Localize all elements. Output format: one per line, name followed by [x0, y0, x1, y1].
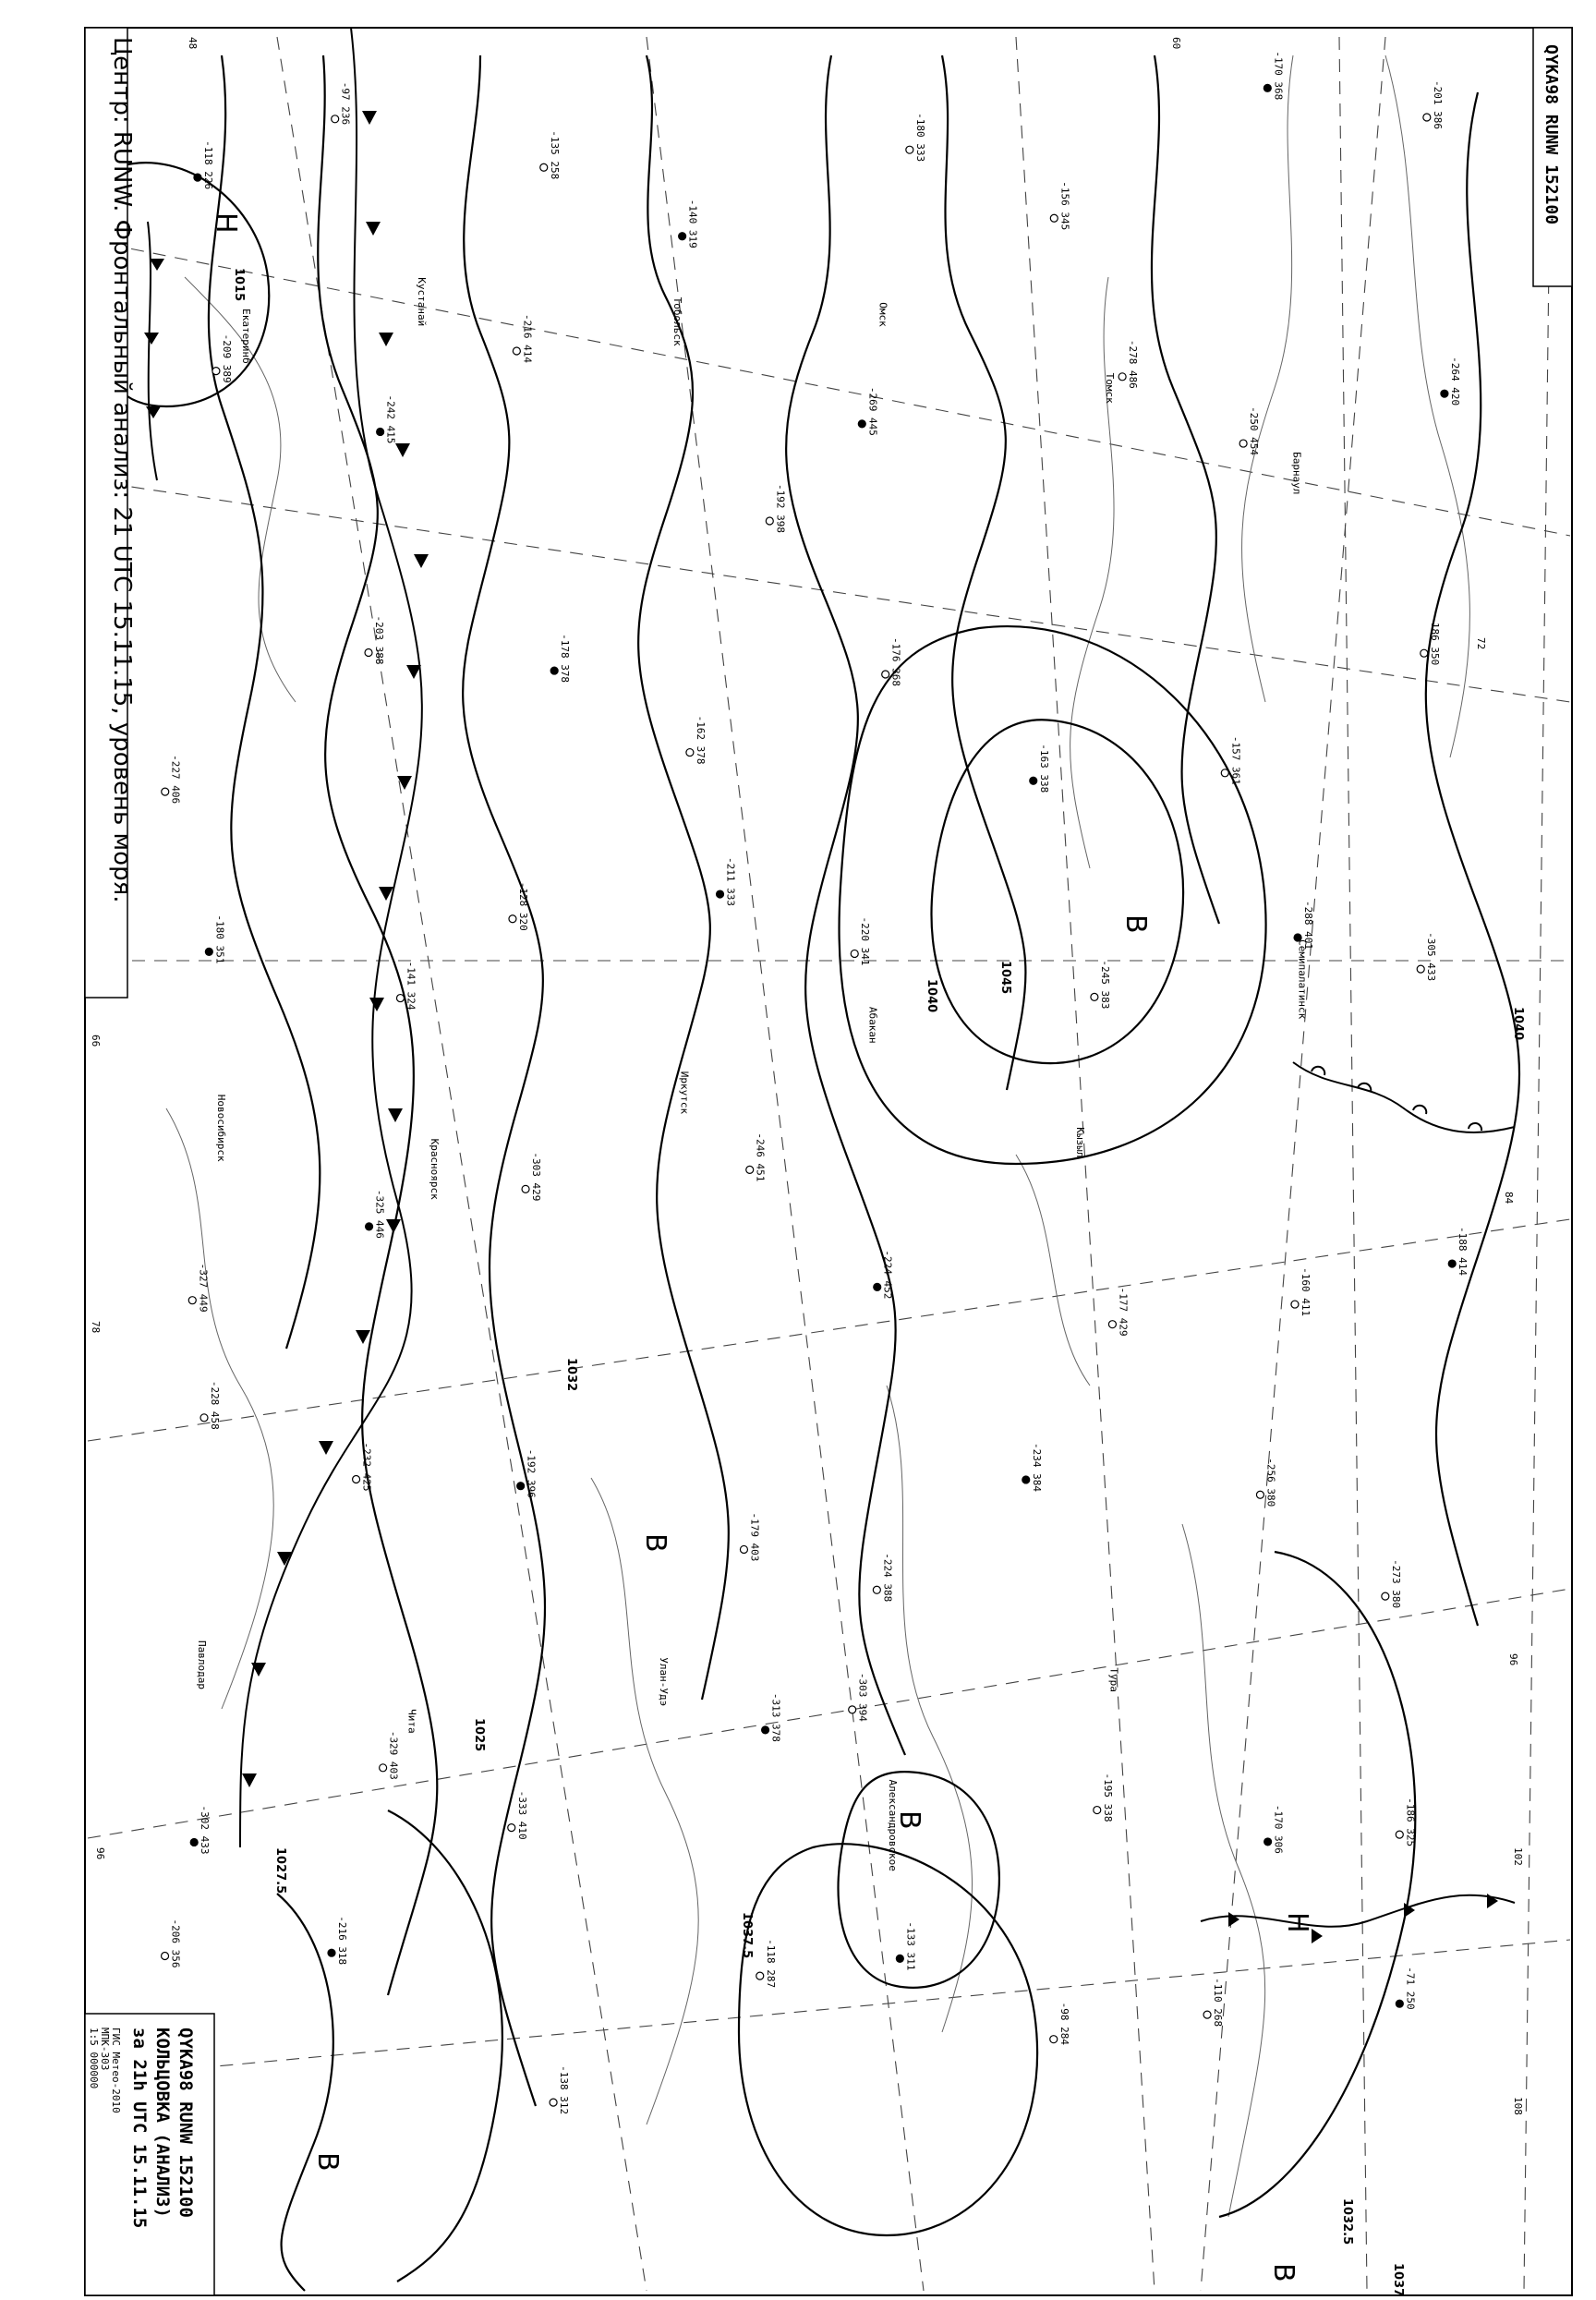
station-circle-icon	[200, 1414, 208, 1422]
station-value: -234 384	[1030, 1442, 1043, 1492]
station-circle-icon	[1118, 373, 1126, 381]
station-circle-icon	[377, 428, 384, 435]
station-value: -118 287	[764, 1939, 777, 1989]
station-value: -186 350	[1428, 616, 1441, 666]
station-value: -302 433	[199, 1805, 212, 1855]
station-value: -224 388	[881, 1553, 894, 1603]
grid-label: 48	[187, 37, 199, 50]
station-observations	[162, 51, 1469, 2114]
station-plot	[1417, 932, 1437, 981]
station-value: -128 320	[516, 881, 529, 931]
station-circle-icon	[517, 1483, 525, 1490]
station-plot	[522, 1152, 542, 1201]
station-value: -245 383	[1098, 960, 1111, 1010]
station-plot	[377, 394, 397, 443]
station-plot	[849, 1673, 869, 1722]
station-circle-icon	[686, 749, 694, 757]
station-plot	[766, 484, 786, 533]
station-plot	[1091, 960, 1111, 1009]
station-circle-icon	[858, 420, 865, 428]
grid-label: 96	[1507, 1653, 1519, 1666]
station-plot	[517, 1449, 538, 1498]
station-value: -232 425	[360, 1442, 373, 1492]
station-circle-icon	[365, 649, 372, 657]
station-plot	[1239, 406, 1260, 455]
station-plot	[1441, 357, 1461, 406]
place-name: Иркутск	[678, 1071, 691, 1115]
station-value: -288 401	[1302, 900, 1315, 950]
station-plot	[1382, 1559, 1402, 1608]
low-pressure-center: Н	[1281, 1912, 1313, 1933]
station-circle-icon	[332, 115, 339, 123]
station-plot	[1022, 1443, 1043, 1492]
isobar-label: 1032.5	[1340, 2198, 1354, 2246]
station-circle-icon	[1221, 769, 1228, 777]
place-name: Кустанай	[416, 277, 429, 327]
station-value: -203 388	[373, 615, 386, 665]
station-value: -135 258	[548, 130, 561, 180]
station-circle-icon	[396, 995, 404, 1002]
station-circle-icon	[162, 788, 169, 795]
station-plot	[162, 1919, 182, 1967]
station-plot	[746, 1132, 767, 1181]
station-circle-icon	[194, 174, 201, 181]
station-plot	[1108, 1288, 1129, 1337]
place-name: Чита	[405, 1709, 418, 1734]
place-name: Новосибирск	[215, 1094, 228, 1162]
station-value: -303 394	[856, 1672, 869, 1722]
station-circle-icon	[1382, 1592, 1389, 1600]
station-plot	[365, 616, 385, 665]
station-circle-icon	[1291, 1301, 1299, 1308]
station-circle-icon	[679, 233, 686, 240]
top-right-code: QYKA98 RUNW 152100	[1542, 44, 1561, 225]
station-plot	[1396, 1967, 1416, 2009]
station-circle-icon	[522, 1185, 529, 1192]
station-circle-icon	[849, 1706, 856, 1713]
place-name: Тобольск	[671, 297, 683, 346]
high-pressure-center: В	[311, 2152, 344, 2172]
isobar-label: 1032	[564, 1358, 578, 1392]
station-circle-icon	[1050, 2036, 1058, 2043]
isobar-label: 1015	[232, 268, 246, 302]
station-plot	[1264, 51, 1284, 100]
station-circle-icon	[1256, 1491, 1264, 1498]
place-name: Тура	[1107, 1667, 1120, 1692]
grid-label: 78	[90, 1321, 102, 1334]
station-plot	[1030, 744, 1050, 793]
station-plot	[1256, 1458, 1276, 1507]
station-plot	[740, 1512, 760, 1561]
station-circle-icon	[366, 1223, 373, 1230]
station-value: -246 451	[754, 1132, 767, 1182]
station-circle-icon	[328, 1949, 335, 1956]
station-value: -192 398	[774, 483, 787, 533]
place-name: Красноярск	[429, 1138, 441, 1200]
station-value: -186 325	[1404, 1798, 1417, 1847]
station-value: -98 284	[1058, 2002, 1070, 2046]
station-circle-icon	[212, 368, 220, 375]
station-plot	[162, 755, 182, 804]
map-frame	[85, 28, 1572, 2295]
station-circle-icon	[896, 1955, 903, 1962]
station-value: -97 236	[339, 81, 352, 126]
station-plot	[1118, 340, 1139, 389]
station-value: -133 311	[904, 1921, 917, 1971]
station-value: -118 226	[201, 140, 214, 190]
station-plot	[1221, 736, 1241, 785]
station-plot	[353, 1442, 373, 1491]
info-line-2: КОЛЬЦОВКА (АНАЛИЗ)	[152, 2028, 173, 2218]
grid-label: 66	[90, 1035, 102, 1047]
station-plot	[686, 716, 707, 765]
station-value: -192 396	[525, 1448, 538, 1498]
station-circle-icon	[1417, 965, 1424, 973]
grid-label: 84	[1503, 1192, 1515, 1204]
station-value: -206 356	[169, 1919, 182, 1968]
station-value: -216 414	[521, 314, 534, 363]
station-value: -264 420	[1448, 357, 1461, 406]
station-plot	[328, 1916, 348, 1965]
station-circle-icon	[717, 890, 724, 898]
grid-label: 108	[1512, 2097, 1524, 2115]
isobar-label: 1045	[998, 961, 1012, 995]
station-plot	[756, 1939, 777, 1988]
grid-label: 96	[94, 1847, 106, 1860]
isobar-labels	[232, 268, 1525, 2296]
station-value: -216 318	[335, 1916, 348, 1966]
station-value: -325 446	[373, 1189, 386, 1239]
info-credit-1: ГИС Метео-2010	[110, 2028, 122, 2113]
station-circle-icon	[1441, 390, 1448, 397]
station-value: -250 454	[1248, 406, 1261, 456]
station-plot	[1421, 616, 1441, 665]
high-pressure-center: В	[639, 1533, 671, 1553]
station-value: -138 312	[558, 2065, 571, 2115]
station-value: -305 433	[1425, 932, 1438, 982]
station-circle-icon	[1264, 1838, 1272, 1846]
place-name: Александровское	[887, 1779, 900, 1871]
info-line-3: за 21h UTC 15.11.15	[129, 2028, 150, 2229]
map-title: Центр: RUNW. Фронтальный анализ: 21 UTC 15.11.15, уровень моря.	[108, 37, 136, 903]
station-circle-icon	[882, 671, 889, 678]
station-circle-icon	[1239, 440, 1247, 447]
station-circle-icon	[1030, 777, 1037, 784]
station-value: -256 380	[1264, 1458, 1277, 1507]
station-value: -201 386	[1431, 80, 1444, 129]
station-plot	[1396, 1798, 1416, 1846]
station-plot	[513, 314, 533, 363]
station-value: -176 368	[889, 637, 902, 686]
grid-label: 102	[1512, 1847, 1524, 1866]
station-plot	[717, 857, 737, 906]
station-value: -209 389	[220, 333, 233, 383]
station-value: -227 406	[169, 755, 182, 805]
grid-label: 72	[1475, 637, 1487, 650]
station-value: -180 333	[913, 113, 926, 163]
place-name: Улан-Удэ	[658, 1657, 671, 1707]
info-credit-2: МПК-303	[99, 2028, 111, 2071]
station-value: -180 351	[213, 914, 226, 964]
station-value: -220 341	[859, 916, 872, 966]
station-plot	[540, 130, 561, 179]
station-value: -110 268	[1212, 1978, 1225, 2028]
station-circle-icon	[205, 948, 212, 955]
station-plot	[896, 1921, 916, 1970]
station-value: -140 319	[686, 199, 699, 248]
station-value: -228 458	[208, 1380, 221, 1430]
station-circle-icon	[190, 1838, 198, 1846]
place-name: Павлодар	[195, 1640, 208, 1689]
high-pressure-center: В	[1119, 914, 1152, 934]
info-line-1: QYKA98 RUNW 152100	[175, 2028, 196, 2218]
station-plot	[1264, 1805, 1285, 1854]
low-pressure-center: Н	[210, 212, 242, 234]
station-circle-icon	[1203, 2011, 1211, 2018]
station-plot	[550, 2065, 570, 2114]
station-circle-icon	[1448, 1260, 1456, 1267]
station-plot	[851, 916, 871, 965]
station-value: -160 411	[1299, 1267, 1312, 1317]
station-value: -269 445	[866, 386, 879, 436]
station-plot	[190, 1805, 211, 1854]
station-plot	[1423, 80, 1444, 129]
station-plot	[194, 140, 214, 189]
station-circle-icon	[353, 1475, 360, 1483]
station-circle-icon	[873, 1586, 880, 1593]
station-circle-icon	[188, 1297, 196, 1304]
place-name: Томск	[1104, 372, 1117, 404]
station-plot	[380, 1731, 400, 1780]
station-circle-icon	[380, 1764, 387, 1772]
station-plot	[188, 1264, 209, 1313]
place-name: Кызыл	[1074, 1127, 1087, 1158]
station-value: -179 403	[748, 1512, 761, 1562]
high-pressure-center: В	[893, 1810, 925, 1830]
station-circle-icon	[740, 1545, 747, 1553]
station-value: -156 345	[1058, 181, 1071, 231]
station-circle-icon	[1094, 1807, 1101, 1814]
isobar-label: 1040	[925, 979, 938, 1013]
station-plot	[205, 914, 225, 963]
isobar-label: 1025	[472, 1718, 486, 1752]
station-plot	[200, 1381, 221, 1430]
station-circle-icon	[746, 1166, 754, 1173]
station-plot	[212, 334, 233, 383]
station-plot	[396, 962, 417, 1011]
station-circle-icon	[540, 163, 548, 171]
station-value: -157 361	[1229, 735, 1242, 785]
info-scale: 1:5 000000	[88, 2028, 100, 2089]
station-value: -303 429	[530, 1152, 543, 1202]
station-circle-icon	[762, 1726, 769, 1734]
grid-label: 60	[1170, 37, 1182, 50]
station-value: -178 378	[559, 634, 572, 684]
place-name: Барнаул	[1290, 452, 1303, 495]
station-value: -327 449	[197, 1263, 210, 1313]
station-circle-icon	[1022, 1476, 1030, 1483]
station-plot	[1094, 1773, 1114, 1822]
station-circle-icon	[874, 1283, 881, 1290]
station-plot	[1448, 1227, 1469, 1276]
station-plot	[1203, 1978, 1224, 2027]
station-plot	[1050, 2003, 1070, 2046]
station-circle-icon	[162, 1952, 169, 1959]
station-value: -224 452	[881, 1250, 894, 1300]
station-value: -333 410	[515, 1790, 528, 1840]
station-plot	[906, 113, 926, 162]
station-value: -188 414	[1457, 1227, 1469, 1277]
place-name: Екатеринб	[240, 309, 253, 364]
station-plot	[1291, 1267, 1312, 1316]
station-value: -313 378	[769, 1692, 782, 1742]
station-circle-icon	[766, 517, 773, 525]
station-plot	[762, 1693, 782, 1742]
place-name: Омск	[877, 302, 889, 327]
isobar-label: 1037	[1391, 2263, 1405, 2297]
place-names	[196, 277, 1309, 1871]
station-circle-icon	[1421, 649, 1428, 657]
place-name: Семипалатинск	[1296, 939, 1309, 1020]
station-value: -329 403	[387, 1730, 400, 1780]
station-plot	[874, 1250, 894, 1299]
isobar-label: 1027.5	[273, 1847, 287, 1894]
station-circle-icon	[1423, 114, 1431, 121]
station-value: -278 486	[1127, 339, 1140, 389]
station-circle-icon	[851, 950, 858, 957]
station-circle-icon	[1264, 84, 1271, 91]
station-circle-icon	[550, 667, 558, 674]
station-value: -71 250	[1404, 1967, 1417, 2010]
station-plot	[882, 637, 902, 686]
station-value: -170 306	[1272, 1804, 1285, 1854]
station-circle-icon	[1108, 1321, 1116, 1328]
station-plot	[858, 387, 878, 436]
station-circle-icon	[906, 146, 913, 153]
station-circle-icon	[508, 1824, 515, 1832]
station-plot	[873, 1553, 893, 1602]
station-value: -177 429	[1117, 1287, 1130, 1337]
station-circle-icon	[513, 347, 520, 355]
high-pressure-center: В	[1267, 2263, 1300, 2282]
isobars	[99, 55, 1519, 2291]
station-value: -141 324	[405, 961, 417, 1011]
station-circle-icon	[1396, 2000, 1403, 2007]
station-value: -162 378	[694, 715, 707, 765]
station-circle-icon	[550, 2099, 557, 2106]
station-plot	[366, 1190, 386, 1239]
station-plot	[509, 882, 529, 931]
station-value: -273 380	[1389, 1559, 1402, 1609]
station-circle-icon	[1396, 1831, 1403, 1838]
station-value: -195 338	[1101, 1773, 1114, 1822]
station-circle-icon	[509, 915, 516, 923]
station-value: -211 333	[724, 857, 737, 907]
station-value: -170 368	[1272, 51, 1285, 101]
station-plot	[550, 634, 571, 683]
station-value: -163 338	[1037, 744, 1050, 793]
isobar-label: 1040	[1511, 1007, 1525, 1041]
geography-lines	[166, 55, 1469, 2217]
graticule	[88, 37, 1570, 2291]
station-plot	[332, 82, 352, 125]
station-circle-icon	[1091, 993, 1098, 1000]
station-circle-icon	[1050, 214, 1058, 222]
station-value: -242 415	[384, 394, 397, 444]
station-plot	[679, 200, 699, 248]
place-name: Абакан	[866, 1006, 879, 1044]
isobar-label: 1037.5	[740, 1912, 754, 1959]
station-plot	[1050, 181, 1070, 230]
station-circle-icon	[756, 1972, 764, 1979]
